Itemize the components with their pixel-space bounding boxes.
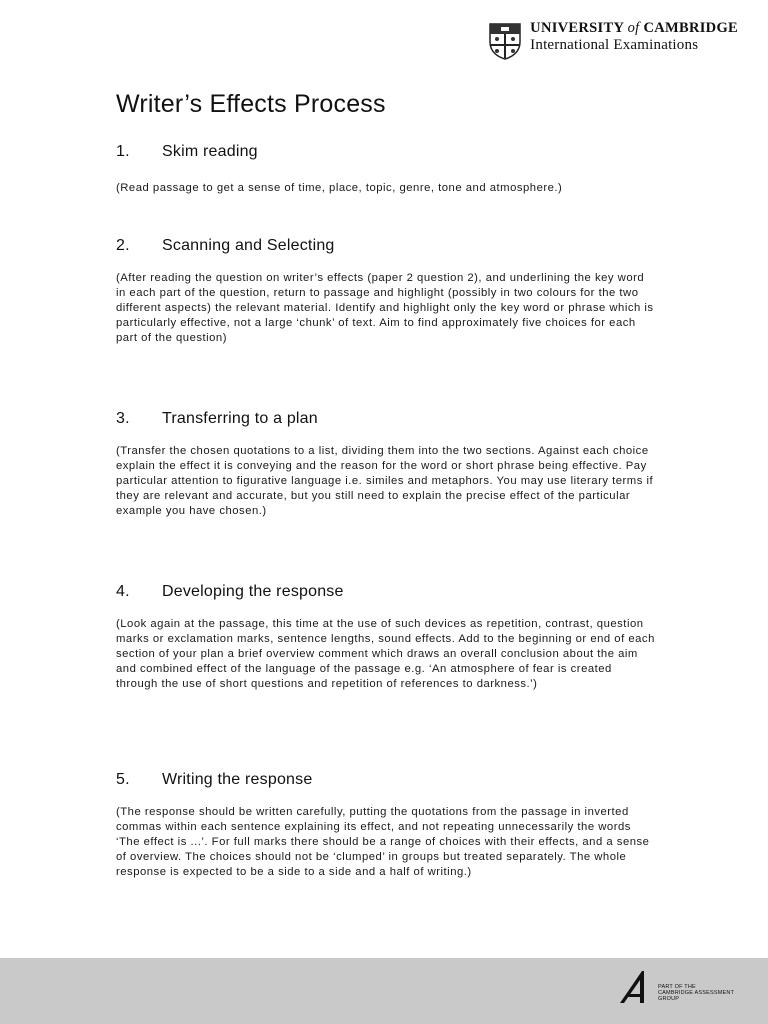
footer-group-text: PART OF THE CAMBRIDGE ASSESSMENT GROUP — [658, 984, 735, 1002]
section-body: (Look again at the passage, this time at the use of such devices as repetition, contrast, question marks or exclamation marks, sentence lengths, sound effects. Add to the beginning or end of each section of your plan a brief overview comment which draws an overall conclusion about the aim and combined effect of the language of the passage e.g. ‘An atmosphere of fear is created through the use of short questions and repetition of references to darkness.’) — [116, 618, 655, 691]
section-heading — [116, 237, 656, 255]
section-body: (Read passage to get a sense of time, place, topic, genre, tone and atmosphere.) — [116, 182, 563, 194]
section-body: (After reading the question on writer’s effects (paper 2 question 2), and underlining the key word in each part of the question, return to passage and highlight (possibly in two colours for the two different aspects) the relevant material. Identify and highlight only the key word or phrase which is particularly effective, not a large ‘chunk’ of text. Aim to find approximately five choices for each part of the question) — [116, 272, 654, 345]
cambridge-assessment-logo — [618, 970, 738, 1004]
university-name: UNIVERSITY of CAMBRIDGE — [530, 20, 738, 36]
section-body: (The response should be written carefully, putting the quotations from the passage in inverted commas within each sentence explaining its effect, and not repeating unnecessarily the words ‘The effect is ...’. For full marks there should be a range of choices with their effects, and a sense of overview. The choices should not be ‘clumped’ in groups but treated separately. The whole response is expected to be a side to a side and a half of writing.) — [116, 806, 650, 879]
section-title: Scanning and Selecting — [162, 237, 335, 254]
section-number: 4. — [116, 583, 130, 600]
section-number: 1. — [116, 143, 130, 160]
assessment-a-icon — [618, 970, 656, 1004]
section-scanning-selecting — [116, 237, 656, 346]
section-developing-response — [116, 583, 656, 692]
section-skim-reading — [116, 143, 656, 196]
section-transferring-plan — [116, 410, 656, 519]
section-title: Transferring to a plan — [162, 410, 318, 427]
section-title: Skim reading — [162, 143, 258, 160]
section-title: Developing the response — [162, 583, 344, 600]
section-number: 5. — [116, 771, 130, 788]
section-heading — [116, 143, 656, 161]
section-number: 3. — [116, 410, 130, 427]
section-heading — [116, 410, 656, 428]
cambridge-crest-icon — [488, 22, 522, 60]
section-body: (Transfer the chosen quotations to a list, dividing them into the two sections. Against each choice explain the effect it is conveying and the reason for the word or short phrase being effective. Pay particular attention to figurative language i.e. similes and metaphors. You may use literary terms if they are relevant and accurate, but you still need to explain the precise effect of the particular example you have chosen.) — [116, 445, 654, 518]
page-title: Writer’s Effects Process — [116, 90, 386, 118]
footer-band — [0, 958, 768, 1024]
section-heading — [116, 771, 656, 789]
section-title: Writing the response — [162, 771, 313, 788]
section-number: 2. — [116, 237, 130, 254]
section-heading — [116, 583, 656, 601]
university-logo — [488, 20, 738, 60]
university-subtitle: International Examinations — [530, 36, 699, 53]
section-writing-response — [116, 771, 656, 880]
